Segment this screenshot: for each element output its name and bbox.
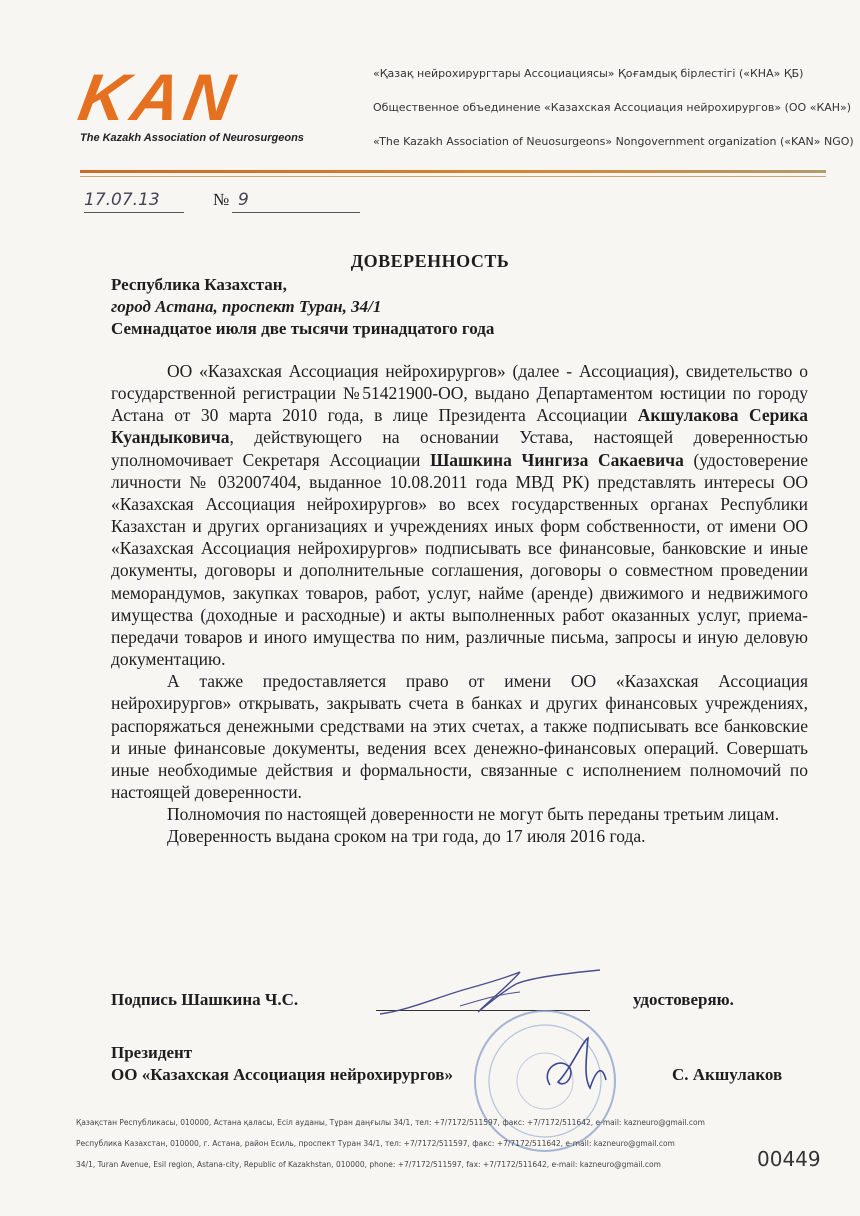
- paragraph-1: [111, 360, 808, 670]
- president-signature-icon: [530, 1030, 620, 1100]
- paragraph-4: Доверенность выдана сроком на три года, до 17 июля 2016 года.: [167, 826, 646, 847]
- number-label: №: [213, 190, 230, 209]
- certify-label: удостоверяю.: [633, 990, 734, 1009]
- secretary-name-bold: Шашкина Чингиза Сакаевича: [430, 449, 684, 470]
- association-logo: [73, 60, 340, 154]
- logo-caption: The Kazakh Association of Neurosurgeons: [80, 132, 304, 144]
- footer-contacts: [76, 1118, 705, 1181]
- document-code: 00449: [757, 1147, 821, 1171]
- org-name-signature: ОО «Казахская Ассоциация нейрохирургов»: [111, 1065, 453, 1084]
- document-number: 9: [232, 190, 360, 213]
- place-country: Республика Казахстан,: [111, 275, 287, 294]
- paragraph-3: Полномочия по настоящей доверенности не могут быть переданы третьим лицам.: [167, 804, 780, 825]
- president-name-bold: Акшулакова Серика Куандыковича: [111, 405, 809, 448]
- paragraph-2: А также предоставляется право от имени ОО «Казахская Ассоциация нейрохирургов» открывать, закрывать счета в банках и других финансовых учреждениях, распоряжаться денежными средствами на этих счетах, а также подписывать все банковские и иные финансовые документы, ведения всех денежно-финансовых операций. Совершать иные необходимые действия и формальности, связанные с исполнением полномочий по настоящей доверенности.: [111, 671, 808, 802]
- signee-label: Подпись Шашкина Ч.С.: [111, 990, 299, 1009]
- org-name-russian: Общественное объединение «Казахская Ассоциация нейрохирургов» (ОО «КАН»): [373, 101, 852, 114]
- place-address: город Астана, проспект Туран, 34/1: [111, 297, 382, 316]
- footer-line-english: 34/1, Turan Avenue, Esil region, Astana-city, Republic of Kazakhstan, 010000, phone: +7/7172/511597, fax: +7/7172/511642, e-mail: kazneuro@gmail.com: [76, 1160, 661, 1169]
- footer-line-kazakh: Қазақстан Республикасы, 010000, Астана қаласы, Есіл ауданы, Тұран даңғылы 34/1, тел: +7/7172/511597, факс: +7/7172/511642, e-mail: kazneuro@gmail.com: [76, 1118, 705, 1127]
- org-name-english: «The Kazakh Association of Neuosurgeons» Nongovernment organization («KAN» NGO): [373, 135, 854, 148]
- document-body: [111, 360, 808, 847]
- place-date-block: [111, 274, 811, 340]
- president-name: С. Акшулаков: [672, 1065, 783, 1084]
- footer-line-russian: Республика Казахстан, 010000, г. Астана, район Есиль, проспект Туран 34/1, тел: +7/7172/511597, факс: +7/7172/511642, e-mail: kazneuro@gmail.com: [76, 1139, 675, 1148]
- document-date: 17.07.13: [84, 190, 184, 213]
- org-name-kazakh: «Қазақ нейрохирургтары Ассоциациясы» Қоғамдық бірлестігі («КНА» ҚБ): [373, 67, 804, 80]
- logo-mark: KAN: [73, 60, 245, 134]
- document-title: ДОВЕРЕННОСТЬ: [350, 251, 510, 271]
- president-label: Президент: [111, 1043, 193, 1062]
- p1-part: ОО «Казахская Ассоциация нейрохирургов» (далее - Ассоциация), свидетельство о государственной регистрации №51421900-ОО, выдано Департаментом юстиции по городу Астана от 30 марта 2010 года, в лице Президента Ассоциации: [111, 361, 808, 426]
- header-divider-thin: [80, 176, 826, 177]
- header-divider: [80, 170, 826, 173]
- org-names: [373, 66, 854, 168]
- p1-part: (удостоверение личности № 032007404, выданное 10.08.2011 года МВД РК) представлять интересы ОО «Казахская Ассоциация нейрохирургов» во всех государственных органах Республики Казахстан и других организациях и учреждениях иных форм собственности, от имени ОО «Казахская Ассоциация нейрохирургов» подписывать все финансовые, банковские и иные документы, договоры и дополнительные соглашения, договоры о совместном проведении меморандумов, закупках товаров, работ, услуг, найме (аренде) движимого и недвижимого имущества (доходные и расходные) и акты выполненных работ оказанных услуг, приема-передачи товаров и иного имущества по ним, различные письма, запросы и иную деловую документацию.: [111, 449, 808, 670]
- p1-part: , действующего на основании Устава, настоящей доверенностью уполномочивает Секретаря Ассоциации: [111, 427, 808, 470]
- place-date-words: Семнадцатое июля две тысячи тринадцатого года: [111, 319, 495, 338]
